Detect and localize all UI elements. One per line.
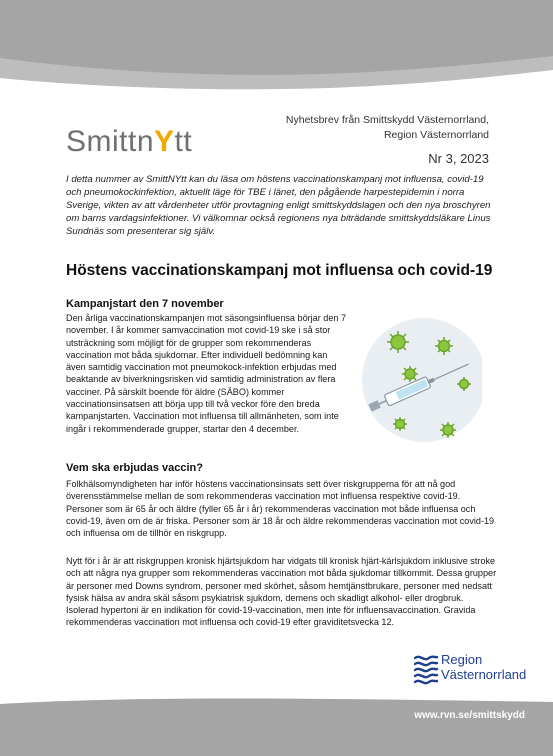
- footer-wave-band: [0, 696, 553, 756]
- footer-website-link[interactable]: www.rvn.se/smittskydd: [414, 710, 525, 721]
- wave-lines-icon: [415, 657, 437, 684]
- virus-icon: [387, 331, 409, 353]
- region-brand-line-2: Västernorrland: [441, 667, 527, 682]
- region-brand-text: [441, 652, 526, 682]
- vaccine-illustration: [352, 312, 482, 452]
- header-wave-band: [0, 0, 553, 96]
- virus-icon: [440, 422, 456, 438]
- intro-paragraph: I detta nummer av SmittNYtt kan du läsa om höstens vaccinationskampanj mot influensa, covid-19 och pneumokockinfektion, aktuellt läge för TBE i länet, den pågående harpestepidemin i norra Sverige, vikten av att vårdenheter utför provtagning enligt smittskyddslagen och den nya broschyren om barns vardagsinfektioner. Vi välkomnar också regionens nya biträdande smittskyddsläkare Linus Sundnäs som presenterar sig själv.: [66, 174, 491, 237]
- section-body-campaign-start: Den årliga vaccinationskampanjen mot säsongsinfluensa börjar den 7 november. I år kommer samvaccination mot covid-19 ske i så stor utsträckning som möjligt för de grupper som rekommenderas vaccination mot båda sjukdomar. Efter individuell bedömning kan även samtidig vaccination mot pneumokock-infektion erbjudas med beaktande av biverkningsrisken vid samtidig administration av flera vacciner. På särskilt boende för äldre (SÄBO) kommer vaccinationsinsatsen att börja upp till två veckor före den breda kampanjstarten. Vaccination mot influensa till allmänheten, som inte ingår i rekommenderade grupper, startar den 4 december.: [66, 313, 347, 434]
- logo-prefix: Smittn: [66, 125, 155, 158]
- virus-icon: [402, 366, 418, 382]
- virus-icon: [393, 417, 407, 431]
- smittnytt-logo: [66, 125, 192, 159]
- publisher-info: [286, 113, 489, 143]
- section-body-new-groups: Nytt för i år är att riskgruppen kronisk hjärtsjukdom har vidgats till kronisk hjärt-kärlsjukdom inklusive stroke och att några nya grupper som rekommenderas vaccination mot båda sjukdomar tillkommit. Dessa grupper är personer med Downs syndrom, personer med skörhet, såsom hemtjänstbrukare, personer med nedsatt fysisk hälsa av andra skäl såsom psykiatrisk sjukdom, demens och skadligt alkohol- eller drogbruk. Isolerad hypertoni är en indikation för covid-19-vaccination, men inte för influensavaccination. Gravida rekommenderas vaccination mot influensa och covid-19 efter graviditetsvecka 12.: [66, 556, 497, 628]
- section-heading-campaign-start: Kampanjstart den 7 november: [66, 298, 224, 310]
- logo-suffix: tt: [174, 125, 193, 158]
- publisher-line-2: Region Västernorrland: [383, 129, 489, 141]
- issue-number: Nr 3, 2023: [428, 151, 489, 166]
- publisher-line-1: Nyhetsbrev från Smittskydd Västernorrland,: [285, 114, 489, 126]
- section-heading-who-offered: Vem ska erbjudas vaccin?: [66, 462, 203, 474]
- logo-accent: Y: [154, 125, 175, 158]
- section-body-risk-groups: Folkhälsomyndigheten har inför höstens vaccinationsinsats sett över riskgrupperna för att nå god överensstämmelse mellan de som rekommenderas vaccination mot influensa respektive covid-19. Personer som är 65 år och äldre (fyller 65 år i år) rekommenderas vaccination mot både influensa och covid-19, även om de är friska. Personer som är 18 år och äldre rekommenderas vaccination mot covid-19 och influensa om de tillhör en riskgrupp.: [66, 479, 495, 539]
- region-brand-line-1: Region: [441, 652, 483, 667]
- article-title: Höstens vaccinationskampanj mot influensa och covid-19: [66, 262, 493, 279]
